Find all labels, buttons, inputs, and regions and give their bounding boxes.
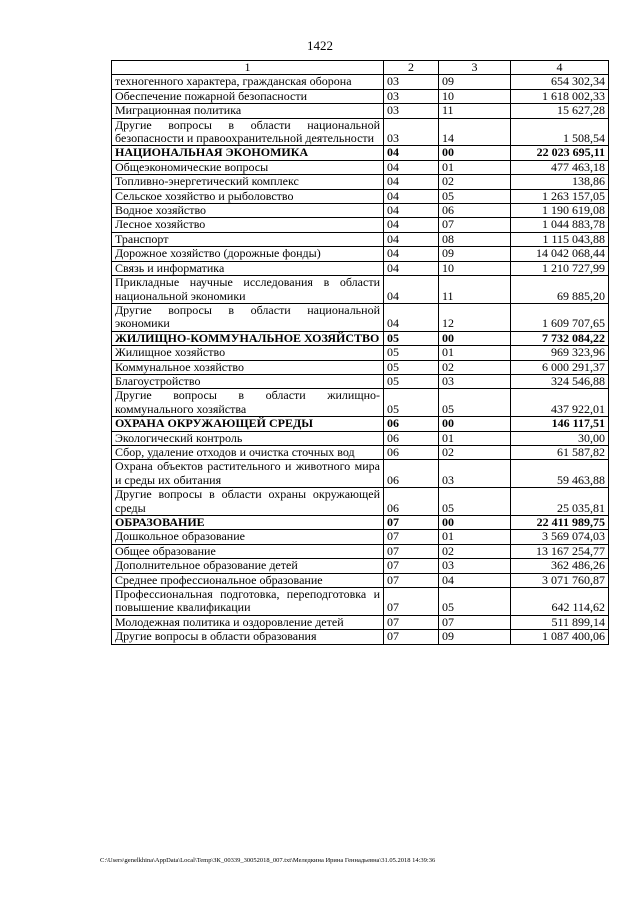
row-section-cell: 04 <box>384 175 439 189</box>
row-amount-cell: 1 609 707,65 <box>511 303 609 331</box>
row-section-cell: 04 <box>384 276 439 304</box>
table-row <box>112 346 609 360</box>
row-section-cell: 07 <box>384 544 439 558</box>
header-cell-amount: 4 <box>511 61 609 75</box>
row-amount-cell: 1 087 400,06 <box>511 630 609 644</box>
row-subsection-cell: 11 <box>439 104 511 118</box>
row-subsection-cell: 01 <box>439 160 511 174</box>
row-amount-cell: 22 411 989,75 <box>511 516 609 530</box>
table-row <box>112 89 609 103</box>
row-amount-cell: 13 167 254,77 <box>511 544 609 558</box>
table-row <box>112 374 609 388</box>
row-name-cell: Лесное хозяйство <box>112 218 384 232</box>
row-name-cell: Благоустройство <box>112 374 384 388</box>
table-row <box>112 488 609 516</box>
table-row <box>112 189 609 203</box>
row-amount-cell: 477 463,18 <box>511 160 609 174</box>
row-name-cell: Среднее профессиональное образование <box>112 573 384 587</box>
table-row <box>112 146 609 160</box>
row-name-cell: Общее образование <box>112 544 384 558</box>
row-amount-cell: 69 885,20 <box>511 276 609 304</box>
row-subsection-cell: 08 <box>439 232 511 246</box>
row-amount-cell: 1 190 619,08 <box>511 204 609 218</box>
table-row <box>112 118 609 146</box>
row-amount-cell: 1 263 157,05 <box>511 189 609 203</box>
row-section-cell: 07 <box>384 588 439 616</box>
row-subsection-cell: 09 <box>439 630 511 644</box>
row-name-cell: Обеспечение пожарной безопасности <box>112 89 384 103</box>
row-subsection-cell: 10 <box>439 261 511 275</box>
row-name-cell: НАЦИОНАЛЬНАЯ ЭКОНОМИКА <box>112 146 384 160</box>
row-subsection-cell: 03 <box>439 460 511 488</box>
row-subsection-cell: 09 <box>439 75 511 89</box>
row-section-cell: 05 <box>384 331 439 345</box>
row-section-cell: 07 <box>384 516 439 530</box>
row-section-cell: 06 <box>384 445 439 459</box>
row-name-cell: Экологический контроль <box>112 431 384 445</box>
row-name-cell: Связь и информатика <box>112 261 384 275</box>
row-amount-cell: 1 210 727,99 <box>511 261 609 275</box>
header-cell-section: 2 <box>384 61 439 75</box>
row-name-cell: Дорожное хозяйство (дорожные фонды) <box>112 247 384 261</box>
row-name-cell: техногенного характера, гражданская оборона <box>112 75 384 89</box>
budget-table <box>111 60 609 645</box>
row-subsection-cell: 02 <box>439 544 511 558</box>
row-section-cell: 03 <box>384 75 439 89</box>
row-name-cell: Другие вопросы в области охраны окружающей среды <box>112 488 384 516</box>
row-name-cell: Прикладные научные исследования в области национальной экономики <box>112 276 384 304</box>
row-section-cell: 04 <box>384 303 439 331</box>
row-subsection-cell: 10 <box>439 89 511 103</box>
row-amount-cell: 1 044 883,78 <box>511 218 609 232</box>
row-section-cell: 07 <box>384 573 439 587</box>
table-row <box>112 417 609 431</box>
row-name-cell: Охрана объектов растительного и животного мира и среды их обитания <box>112 460 384 488</box>
table-row <box>112 303 609 331</box>
row-section-cell: 04 <box>384 146 439 160</box>
table-row <box>112 104 609 118</box>
table-row <box>112 232 609 246</box>
row-name-cell: Профессиональная подготовка, переподготовка и повышение квалификации <box>112 588 384 616</box>
row-section-cell: 05 <box>384 374 439 388</box>
row-section-cell: 04 <box>384 232 439 246</box>
table-row <box>112 573 609 587</box>
row-subsection-cell: 05 <box>439 588 511 616</box>
row-name-cell: ОХРАНА ОКРУЖАЮЩЕЙ СРЕДЫ <box>112 417 384 431</box>
row-section-cell: 06 <box>384 460 439 488</box>
row-name-cell: Водное хозяйство <box>112 204 384 218</box>
row-section-cell: 05 <box>384 389 439 417</box>
row-subsection-cell: 03 <box>439 559 511 573</box>
row-section-cell: 06 <box>384 431 439 445</box>
row-name-cell: Другие вопросы в области жилищно-коммунального хозяйства <box>112 389 384 417</box>
file-path-footer: C:\Users\genelkhina\AppData\Local\Temp\ЗК_00339_30052018_007.txt\Меледкина Ирина Геннадьевна\31.05.2018 14:39:36 <box>100 857 436 864</box>
row-section-cell: 05 <box>384 360 439 374</box>
row-subsection-cell: 05 <box>439 189 511 203</box>
row-subsection-cell: 00 <box>439 146 511 160</box>
row-name-cell: Молодежная политика и оздоровление детей <box>112 615 384 629</box>
row-subsection-cell: 05 <box>439 389 511 417</box>
table-row <box>112 460 609 488</box>
table-row <box>112 445 609 459</box>
row-section-cell: 07 <box>384 559 439 573</box>
row-name-cell: Дополнительное образование детей <box>112 559 384 573</box>
row-section-cell: 04 <box>384 189 439 203</box>
row-name-cell: Транспорт <box>112 232 384 246</box>
row-amount-cell: 642 114,62 <box>511 588 609 616</box>
row-subsection-cell: 14 <box>439 118 511 146</box>
row-subsection-cell: 05 <box>439 488 511 516</box>
table-row <box>112 544 609 558</box>
row-name-cell: Другие вопросы в области национальной экономики <box>112 303 384 331</box>
row-subsection-cell: 02 <box>439 445 511 459</box>
table-row <box>112 360 609 374</box>
row-name-cell: Общеэкономические вопросы <box>112 160 384 174</box>
row-section-cell: 04 <box>384 247 439 261</box>
row-subsection-cell: 00 <box>439 417 511 431</box>
row-name-cell: Дошкольное образование <box>112 530 384 544</box>
row-amount-cell: 25 035,81 <box>511 488 609 516</box>
table-row <box>112 630 609 644</box>
row-name-cell: ОБРАЗОВАНИЕ <box>112 516 384 530</box>
table-row <box>112 588 609 616</box>
row-section-cell: 07 <box>384 630 439 644</box>
row-section-cell: 06 <box>384 488 439 516</box>
page-number: 1422 <box>307 38 333 53</box>
row-name-cell: Миграционная политика <box>112 104 384 118</box>
row-subsection-cell: 01 <box>439 530 511 544</box>
row-amount-cell: 654 302,34 <box>511 75 609 89</box>
row-amount-cell: 7 732 084,22 <box>511 331 609 345</box>
row-amount-cell: 61 587,82 <box>511 445 609 459</box>
row-section-cell: 07 <box>384 530 439 544</box>
row-amount-cell: 1 508,54 <box>511 118 609 146</box>
row-name-cell: Другие вопросы в области национальной безопасности и правоохранительной деятельности <box>112 118 384 146</box>
row-name-cell: ЖИЛИЩНО-КОММУНАЛЬНОЕ ХОЗЯЙСТВО <box>112 331 384 345</box>
table-row <box>112 559 609 573</box>
row-subsection-cell: 02 <box>439 175 511 189</box>
row-name-cell: Коммунальное хозяйство <box>112 360 384 374</box>
table-row <box>112 331 609 345</box>
row-name-cell: Сельское хозяйство и рыболовство <box>112 189 384 203</box>
row-amount-cell: 437 922,01 <box>511 389 609 417</box>
row-amount-cell: 362 486,26 <box>511 559 609 573</box>
row-amount-cell: 324 546,88 <box>511 374 609 388</box>
table-row <box>112 615 609 629</box>
row-section-cell: 03 <box>384 89 439 103</box>
table-row <box>112 75 609 89</box>
row-name-cell: Топливно-энергетический комплекс <box>112 175 384 189</box>
table-row <box>112 276 609 304</box>
table-row <box>112 516 609 530</box>
table-row <box>112 431 609 445</box>
row-subsection-cell: 01 <box>439 431 511 445</box>
row-amount-cell: 59 463,88 <box>511 460 609 488</box>
row-amount-cell: 146 117,51 <box>511 417 609 431</box>
row-amount-cell: 969 323,96 <box>511 346 609 360</box>
row-subsection-cell: 00 <box>439 516 511 530</box>
row-amount-cell: 15 627,28 <box>511 104 609 118</box>
table-row <box>112 530 609 544</box>
table-row <box>112 218 609 232</box>
row-subsection-cell: 12 <box>439 303 511 331</box>
row-name-cell: Жилищное хозяйство <box>112 346 384 360</box>
table-row <box>112 389 609 417</box>
table-row <box>112 160 609 174</box>
row-subsection-cell: 11 <box>439 276 511 304</box>
row-subsection-cell: 07 <box>439 218 511 232</box>
row-amount-cell: 1 115 043,88 <box>511 232 609 246</box>
row-section-cell: 04 <box>384 204 439 218</box>
header-cell-name: 1 <box>112 61 384 75</box>
row-subsection-cell: 06 <box>439 204 511 218</box>
table-row <box>112 175 609 189</box>
table-row <box>112 261 609 275</box>
row-amount-cell: 6 000 291,37 <box>511 360 609 374</box>
row-section-cell: 07 <box>384 615 439 629</box>
row-amount-cell: 1 618 002,33 <box>511 89 609 103</box>
header-cell-subsection: 3 <box>439 61 511 75</box>
row-subsection-cell: 02 <box>439 360 511 374</box>
row-amount-cell: 511 899,14 <box>511 615 609 629</box>
row-subsection-cell: 09 <box>439 247 511 261</box>
row-subsection-cell: 03 <box>439 374 511 388</box>
row-subsection-cell: 01 <box>439 346 511 360</box>
row-section-cell: 03 <box>384 104 439 118</box>
row-amount-cell: 30,00 <box>511 431 609 445</box>
row-name-cell: Другие вопросы в области образования <box>112 630 384 644</box>
row-name-cell: Сбор, удаление отходов и очистка сточных вод <box>112 445 384 459</box>
row-amount-cell: 3 569 074,03 <box>511 530 609 544</box>
row-section-cell: 05 <box>384 346 439 360</box>
row-amount-cell: 138,86 <box>511 175 609 189</box>
row-section-cell: 06 <box>384 417 439 431</box>
row-section-cell: 03 <box>384 118 439 146</box>
row-amount-cell: 14 042 068,44 <box>511 247 609 261</box>
row-amount-cell: 3 071 760,87 <box>511 573 609 587</box>
row-section-cell: 04 <box>384 160 439 174</box>
row-subsection-cell: 00 <box>439 331 511 345</box>
table-row <box>112 204 609 218</box>
row-subsection-cell: 07 <box>439 615 511 629</box>
row-section-cell: 04 <box>384 218 439 232</box>
row-amount-cell: 22 023 695,11 <box>511 146 609 160</box>
table-row <box>112 247 609 261</box>
table-header-row <box>112 61 609 75</box>
row-subsection-cell: 04 <box>439 573 511 587</box>
row-section-cell: 04 <box>384 261 439 275</box>
